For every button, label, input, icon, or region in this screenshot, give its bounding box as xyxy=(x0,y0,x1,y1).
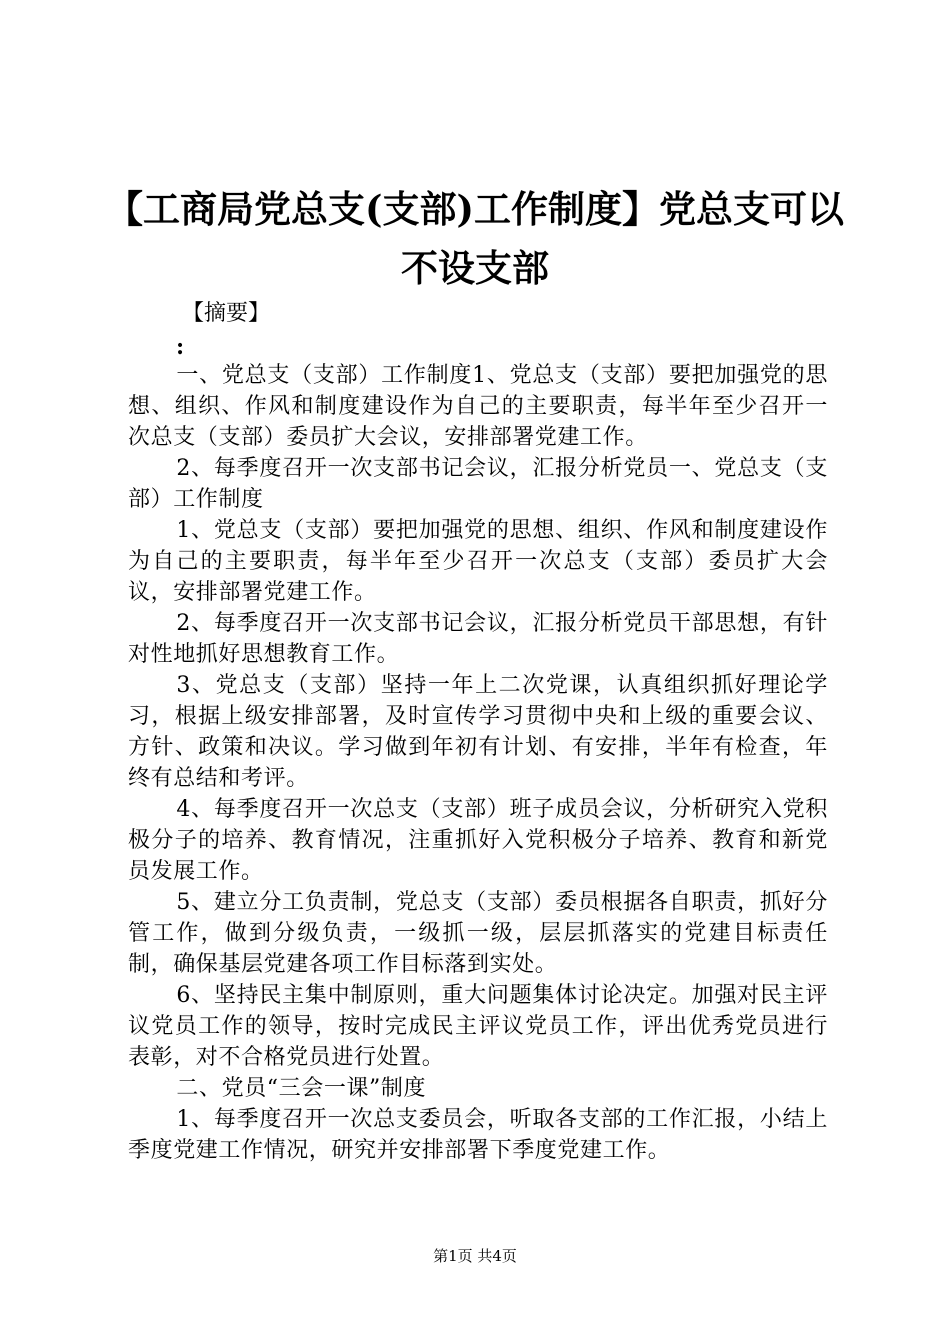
paragraph: 2、每季度召开一次支部书记会议，汇报分析党员一、党总支（支部）工作制度 xyxy=(128,456,828,512)
paragraph: 4、每季度召开一次总支（支部）班子成员会议，分析研究入党积极分子的培养、教育情况，注重抓好入党积极分子培养、教育和新党员发展工作。 xyxy=(128,797,828,884)
document-title: 【工商局党总支(支部)工作制度】党总支可以不设支部 xyxy=(105,187,844,290)
paragraph: 3、党总支（支部）坚持一年上二次党课，认真组织抓好理论学习，根据上级安排部署，及时宣传学习贯彻中央和上级的重要会议、方针、政策和决议。学习做到年初有计划、有安排，半年有检查，年终有总结和考评。 xyxy=(128,673,828,791)
page-footer: 第1页 共4页 xyxy=(433,1247,517,1265)
section-heading: 二、党员“三会一课”制度 xyxy=(176,1076,427,1101)
paragraph: 6、坚持民主集中制原则，重大问题集体讨论决定。加强对民主评议党员工作的领导，按时完成民主评议党员工作，评出优秀党员进行表彰，对不合格党员进行处置。 xyxy=(128,983,828,1070)
paragraph: 1、每季度召开一次总支委员会，听取各支部的工作汇报，小结上季度党建工作情况，研究并安排部署下季度党建工作。 xyxy=(128,1107,828,1163)
abstract-label: 【摘要】 xyxy=(182,301,271,326)
paragraph: 5、建立分工负责制，党总支（支部）委员根据各自职责，抓好分管工作，做到分级负责，一级抓一级，层层抓落实的党建目标责任制，确保基层党建各项工作目标落到实处。 xyxy=(128,890,828,977)
paragraph: 1、党总支（支部）要把加强党的思想、组织、作风和制度建设作为自己的主要职责，每半年至少召开一次总支（支部）委员扩大会议，安排部署党建工作。 xyxy=(128,518,828,605)
document-body xyxy=(128,360,828,1166)
abstract-colon: : xyxy=(176,334,185,360)
paragraph: 2、每季度召开一次支部书记会议，汇报分析党员干部思想，有针对性地抓好思想教育工作。 xyxy=(128,611,828,667)
paragraph: 一、党总支（支部）工作制度1、党总支（支部）要把加强党的思想、组织、作风和制度建设作为自己的主要职责，每半年至少召开一次总支（支部）委员扩大会议，安排部署党建工作。 xyxy=(128,363,828,450)
